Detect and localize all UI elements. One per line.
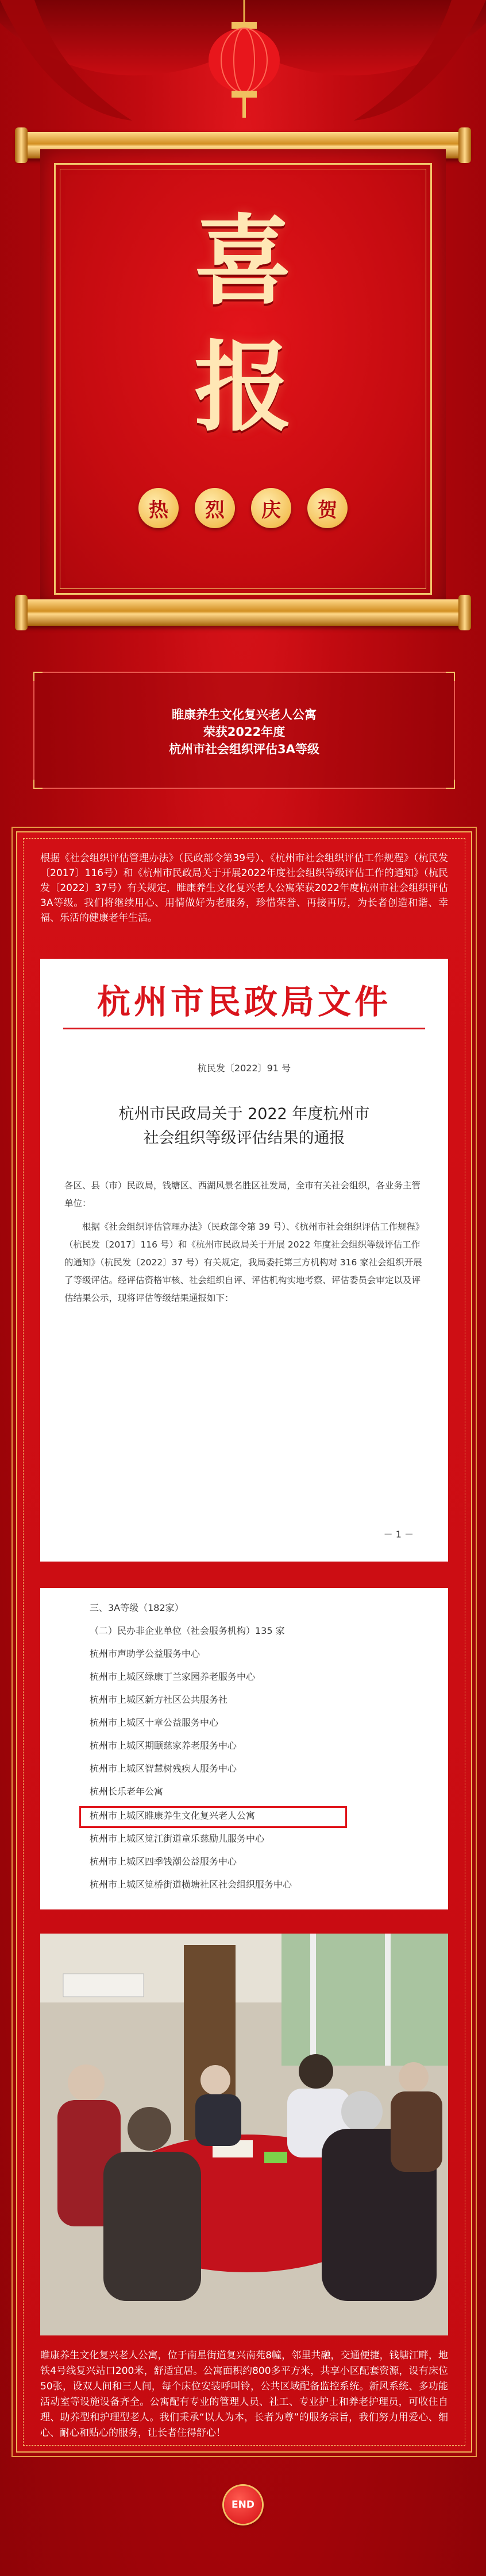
- list-item: 杭州市上城区期颐慈家养老服务中心: [90, 1740, 237, 1751]
- list-item: 杭州长乐老年公寓: [90, 1786, 164, 1797]
- list-item: 杭州市上城区十章公益服务中心: [90, 1717, 219, 1728]
- badge-re: 热: [138, 488, 179, 528]
- document-title: 杭州市民政局关于 2022 年度杭州市 社会组织等级评估结果的通报: [118, 1105, 370, 1147]
- list-item-highlighted: 杭州市上城区睢康养生文化复兴老人公寓: [90, 1810, 256, 1821]
- congratulations-scroll: [17, 132, 469, 626]
- award-title-line3: 杭州市社会组织评估3A等级: [169, 742, 319, 756]
- intro-paragraph: 根据《社会组织评估管理办法》（民政部令第39号）、《杭州市社会组织评估工作规程》（杭民发〔2017〕116号）和《杭州市民政局关于开展2022年度社会组织等级评估工作的通知》（杭民发〔2022〕37号）有关规定，睢康养生文化复兴老人公寓荣获2022年度杭州市社会组织评估3A等级。我们将继续用心、用情做好为老服务，珍惜荣誉、再接再厉，为长者创造和谐、幸福、乐活的健康老年生活。: [40, 853, 448, 924]
- badge-he: 贺: [307, 488, 348, 528]
- headline-char-xi: 喜: [194, 204, 292, 319]
- closing-paragraph: 睢康养生文化复兴老人公寓，位于南星街道复兴南苑8幢，邻里共融，交通便捷，钱塘江畔，地铁4号线复兴站口200米，舒适宜居。公寓面积约800多平方米，共享小区配套资源，设有床位50张，设双人间和三人间，每个床位安装呼叫铃，公共区域配备监控系统。新风系统、多功能活动室等设施设备齐全。公寓配有专业的管理人员、社工、专业护士和养老护理员，可收住自理、助养型和护理型老人。我们秉承“以人为本，长者为尊”的服务宗旨，我们努力用爱心、细心、耐心和贴心的服务，让长者住得舒心！: [40, 2350, 448, 2439]
- award-title-line2: 荣获2022年度: [203, 725, 286, 739]
- document-page-number: － 1 －: [383, 1529, 414, 1540]
- main-content-frame: [16, 831, 472, 2453]
- document-paragraph: 根据《社会组织评估管理办法》（民政部令第 39 号）、《杭州市社会组织评估工作规程》（杭民发〔2017〕116 号）和《杭州市民政局关于开展 2022 年度社会组织等级评估工作的通知》（杭民发〔2022〕37 号）有关规定，我局委托第三方机构对 316 家社会组织开展了等级评估。经评估资格审核、社会组织自评、评估机构实地考察、评估委员会审定以及评估结果公示，现将评估等级结果通报如下：: [64, 1222, 422, 1303]
- highlight-box: [79, 1806, 347, 1828]
- scroll-bottom-rod: [17, 599, 469, 626]
- list-item: 杭州市上城区智慧树残疾人服务中心: [90, 1763, 237, 1774]
- lantern-icon: [198, 0, 290, 121]
- award-title-line1: 睢康养生文化复兴老人公寓: [172, 708, 317, 722]
- end-mark: END: [224, 2486, 262, 2524]
- document-red-rule: [63, 1028, 425, 1029]
- badge-lie: 烈: [195, 488, 235, 528]
- award-title-box: [33, 672, 455, 789]
- list-item: 杭州市上城区绿康丁兰家园养老服务中心: [90, 1671, 256, 1682]
- celebration-badges: [40, 488, 446, 528]
- document-greeting: 各区、县（市）民政局，钱塘区、西湖风景名胜区社发局，全市有关社会组织，各业务主管单位：: [64, 1180, 421, 1208]
- list-item: 杭州市上城区笕江街道童乐慈励儿服务中心: [90, 1833, 265, 1844]
- results-list-page: [40, 1588, 448, 1909]
- badge-qing: 庆: [251, 488, 291, 528]
- scroll-paper: [40, 149, 446, 609]
- elderly-residents-photo: [40, 1934, 448, 2335]
- list-item: 杭州市上城区笕桥街道横塘社区社会组织服务中心: [90, 1879, 292, 1890]
- list-item: 杭州市上城区新方社区公共服务社: [90, 1694, 228, 1705]
- list-item: 杭州市声助学公益服务中心: [90, 1648, 200, 1659]
- official-document-page: [40, 959, 448, 1562]
- list-item: 杭州市上城区四季钱潮公益服务中心: [90, 1856, 237, 1867]
- document-number: 杭民发〔2022〕91 号: [197, 1063, 291, 1074]
- document-header: 杭州市民政局文件: [97, 982, 391, 1021]
- list-section-title: 三、3A等级（182家）: [90, 1602, 184, 1613]
- headline-char-bao: 报: [194, 330, 292, 445]
- list-item: （二）民办非企业单位（社会服务机构）135 家: [90, 1625, 285, 1636]
